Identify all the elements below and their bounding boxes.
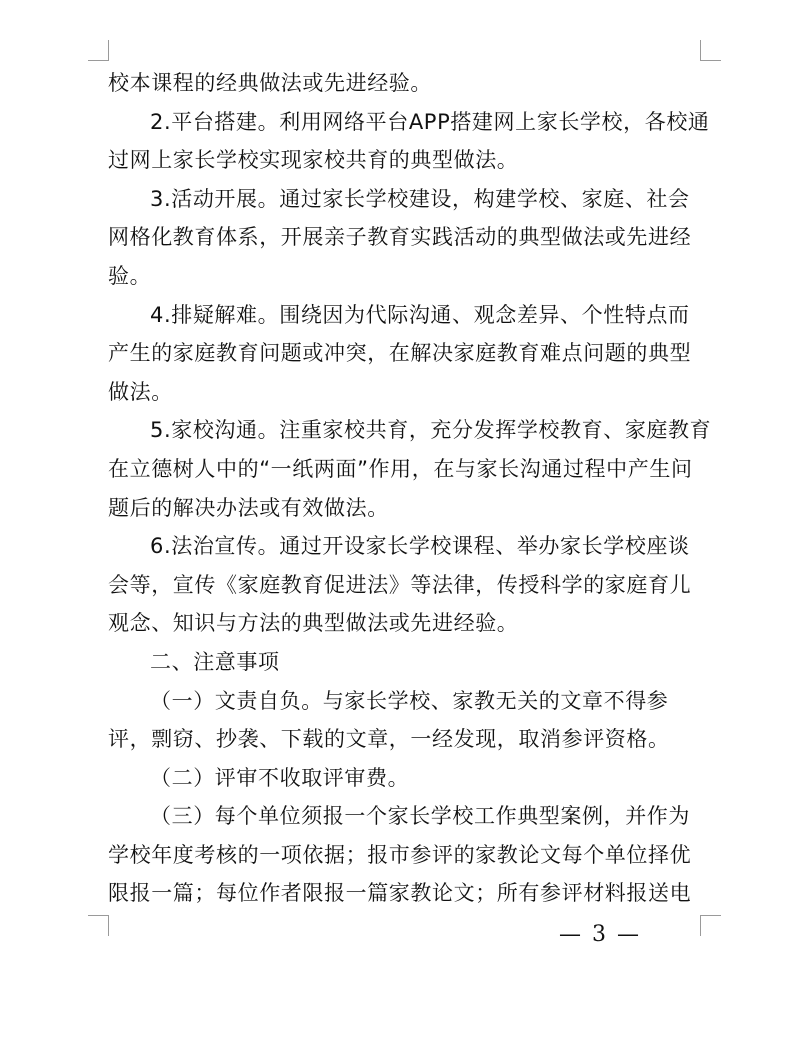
text-line: 在立德树人中的“一纸两面”作用，在与家长沟通过程中产生问: [108, 456, 693, 481]
text-line: 做法。: [108, 379, 173, 404]
text-line: 学校年度考核的一项依据；报市参评的家教论文每个单位择优: [108, 842, 692, 867]
text-line: 过网上家长学校实现家校共育的典型做法。: [108, 148, 519, 173]
crop-mark-top-right: [700, 40, 721, 61]
text-line: 产生的家庭教育问题或冲突，在解决家庭教育难点问题的典型: [108, 341, 692, 366]
text-line: 会等，宣传《家庭教育促进法》等法律，传授科学的家庭育儿: [108, 572, 692, 597]
text-line: 观念、知识与方法的典型做法或先进经验。: [108, 611, 519, 636]
crop-mark-bottom-left: [88, 915, 109, 936]
text-line: 评，剽窃、抄袭、下载的文章，一经发现，取消参评资格。: [108, 727, 670, 752]
section-heading: 二、注意事项: [150, 649, 280, 674]
text-line: 校本课程的经典做法或先进经验。: [108, 71, 432, 95]
text-line: （一）文责自负。与家长学校、家教无关的文章不得参: [150, 688, 669, 713]
text-line: 限报一篇；每位作者限报一篇家教论文；所有参评材料报送电: [108, 881, 692, 906]
text-line: 4.排疑解难。围绕因为代际沟通、观念差异、个性特点而: [150, 302, 690, 327]
page-number: — 3 —: [559, 922, 641, 947]
text-line: 题后的解决办法或有效做法。: [108, 495, 389, 520]
crop-mark-top-left: [88, 40, 109, 61]
text-line: 验。: [108, 263, 152, 288]
text-line: （二）评审不收取评审费。: [150, 765, 410, 790]
text-line: 3.活动开展。通过家长学校建设，构建学校、家庭、社会: [150, 186, 690, 211]
text-line: （三）每个单位须报一个家长学校工作典型案例，并作为: [150, 804, 690, 829]
text-line: 6.法治宣传。通过开设家长学校课程、举办家长学校座谈: [150, 534, 690, 559]
text-line: 5.家校沟通。注重家校共育，充分发挥学校教育、家庭教育: [150, 418, 712, 443]
text-line: 网格化教育体系，开展亲子教育实践活动的典型做法或先进经: [108, 225, 692, 250]
text-line: 2.平台搭建。利用网络平台APP搭建网上家长学校，各校通: [150, 109, 710, 134]
document-body: [108, 64, 712, 913]
crop-mark-bottom-right: [700, 915, 721, 936]
